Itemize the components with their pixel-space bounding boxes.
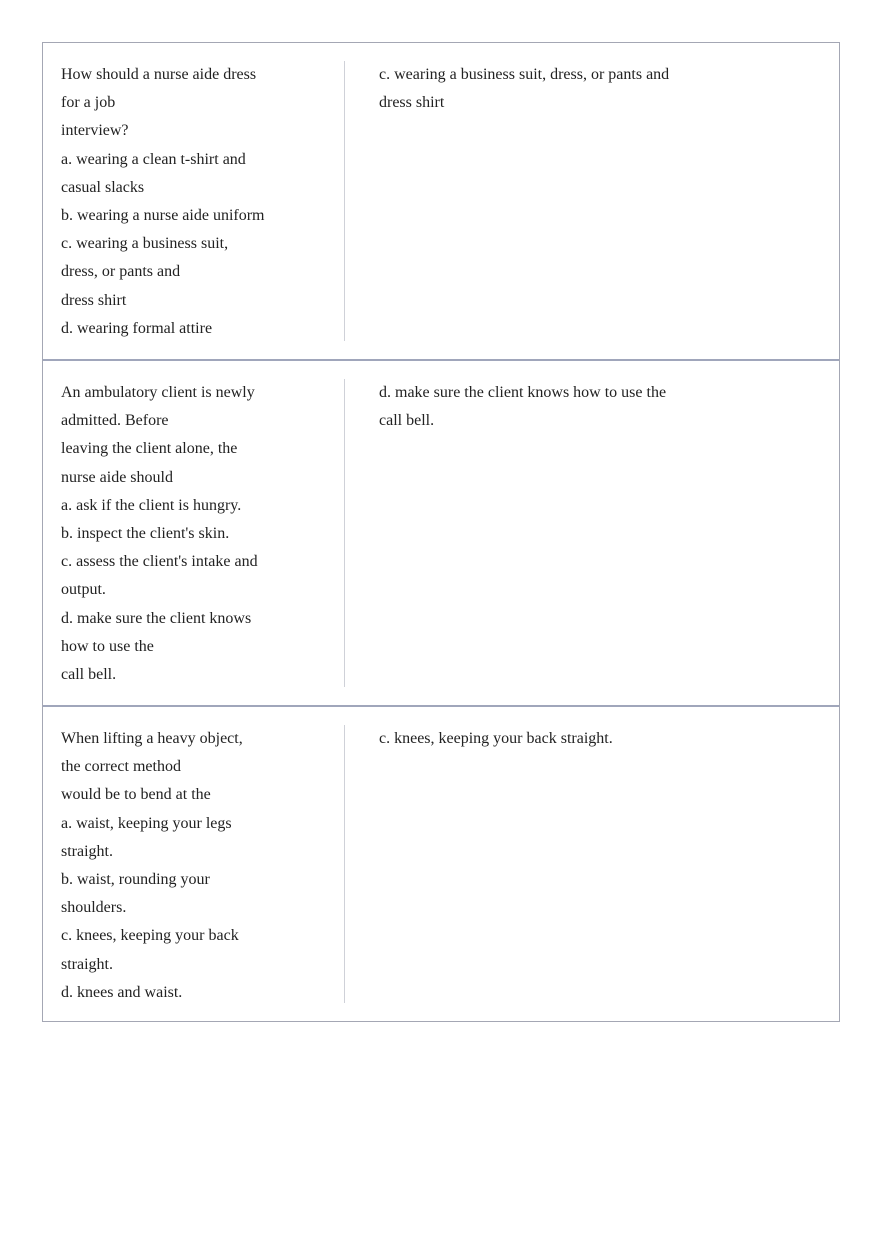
definition-line: dress shirt — [379, 94, 445, 112]
definition-line: c. knees, keeping your back straight. — [379, 730, 613, 747]
term-line: d. wearing formal attire — [61, 319, 213, 337]
term-line: b. wearing a nurse aide uniform — [61, 207, 265, 225]
term-line: for a job — [61, 94, 116, 112]
term-line: d. knees and waist. — [61, 983, 183, 1001]
term-line: When lifting a heavy object, — [61, 730, 243, 747]
term-line: a. wearing a clean t-shirt and — [61, 150, 246, 168]
term-line: straight. — [61, 955, 113, 973]
card-definition — [379, 725, 709, 753]
flashcard-table — [42, 42, 840, 1022]
term-line: How should a nurse aide dress — [61, 66, 257, 83]
term-line: interview? — [61, 122, 129, 140]
card-term — [61, 61, 331, 343]
card-term — [61, 379, 331, 689]
term-line: how to use the — [61, 637, 154, 655]
term-line: dress shirt — [61, 291, 127, 309]
definition-line: call bell. — [379, 412, 435, 430]
card-divider — [344, 725, 345, 1003]
term-line: c. wearing a business suit, — [61, 235, 229, 253]
definition-line: c. wearing a business suit, dress, or pants and — [379, 66, 670, 83]
card-definition — [379, 379, 709, 435]
term-line: admitted. Before — [61, 412, 169, 430]
flashcard — [43, 705, 839, 1021]
flashcard — [43, 359, 839, 705]
term-line: would be to bend at the — [61, 786, 211, 804]
term-line: b. waist, rounding your — [61, 871, 210, 889]
flashcard — [43, 43, 839, 359]
card-definition — [379, 61, 709, 117]
card-divider — [344, 61, 345, 341]
term-line: shoulders. — [61, 899, 127, 917]
card-term — [61, 725, 331, 1007]
card-divider — [344, 379, 345, 687]
term-line: leaving the client alone, the — [61, 440, 238, 458]
term-line: d. make sure the client knows — [61, 609, 252, 627]
term-line: An ambulatory client is newly — [61, 384, 255, 401]
term-line: b. inspect the client's skin. — [61, 525, 230, 543]
definition-line: d. make sure the client knows how to use the — [379, 384, 667, 401]
term-line: call bell. — [61, 666, 117, 684]
term-line: straight. — [61, 842, 113, 860]
term-line: c. assess the client's intake and — [61, 553, 258, 571]
term-line: the correct method — [61, 758, 181, 776]
term-line: output. — [61, 581, 106, 599]
term-line: a. waist, keeping your legs — [61, 814, 232, 832]
term-line: nurse aide should — [61, 468, 173, 486]
term-line: c. knees, keeping your back — [61, 927, 239, 945]
term-line: a. ask if the client is hungry. — [61, 496, 242, 514]
term-line: casual slacks — [61, 178, 145, 196]
term-line: dress, or pants and — [61, 263, 181, 281]
